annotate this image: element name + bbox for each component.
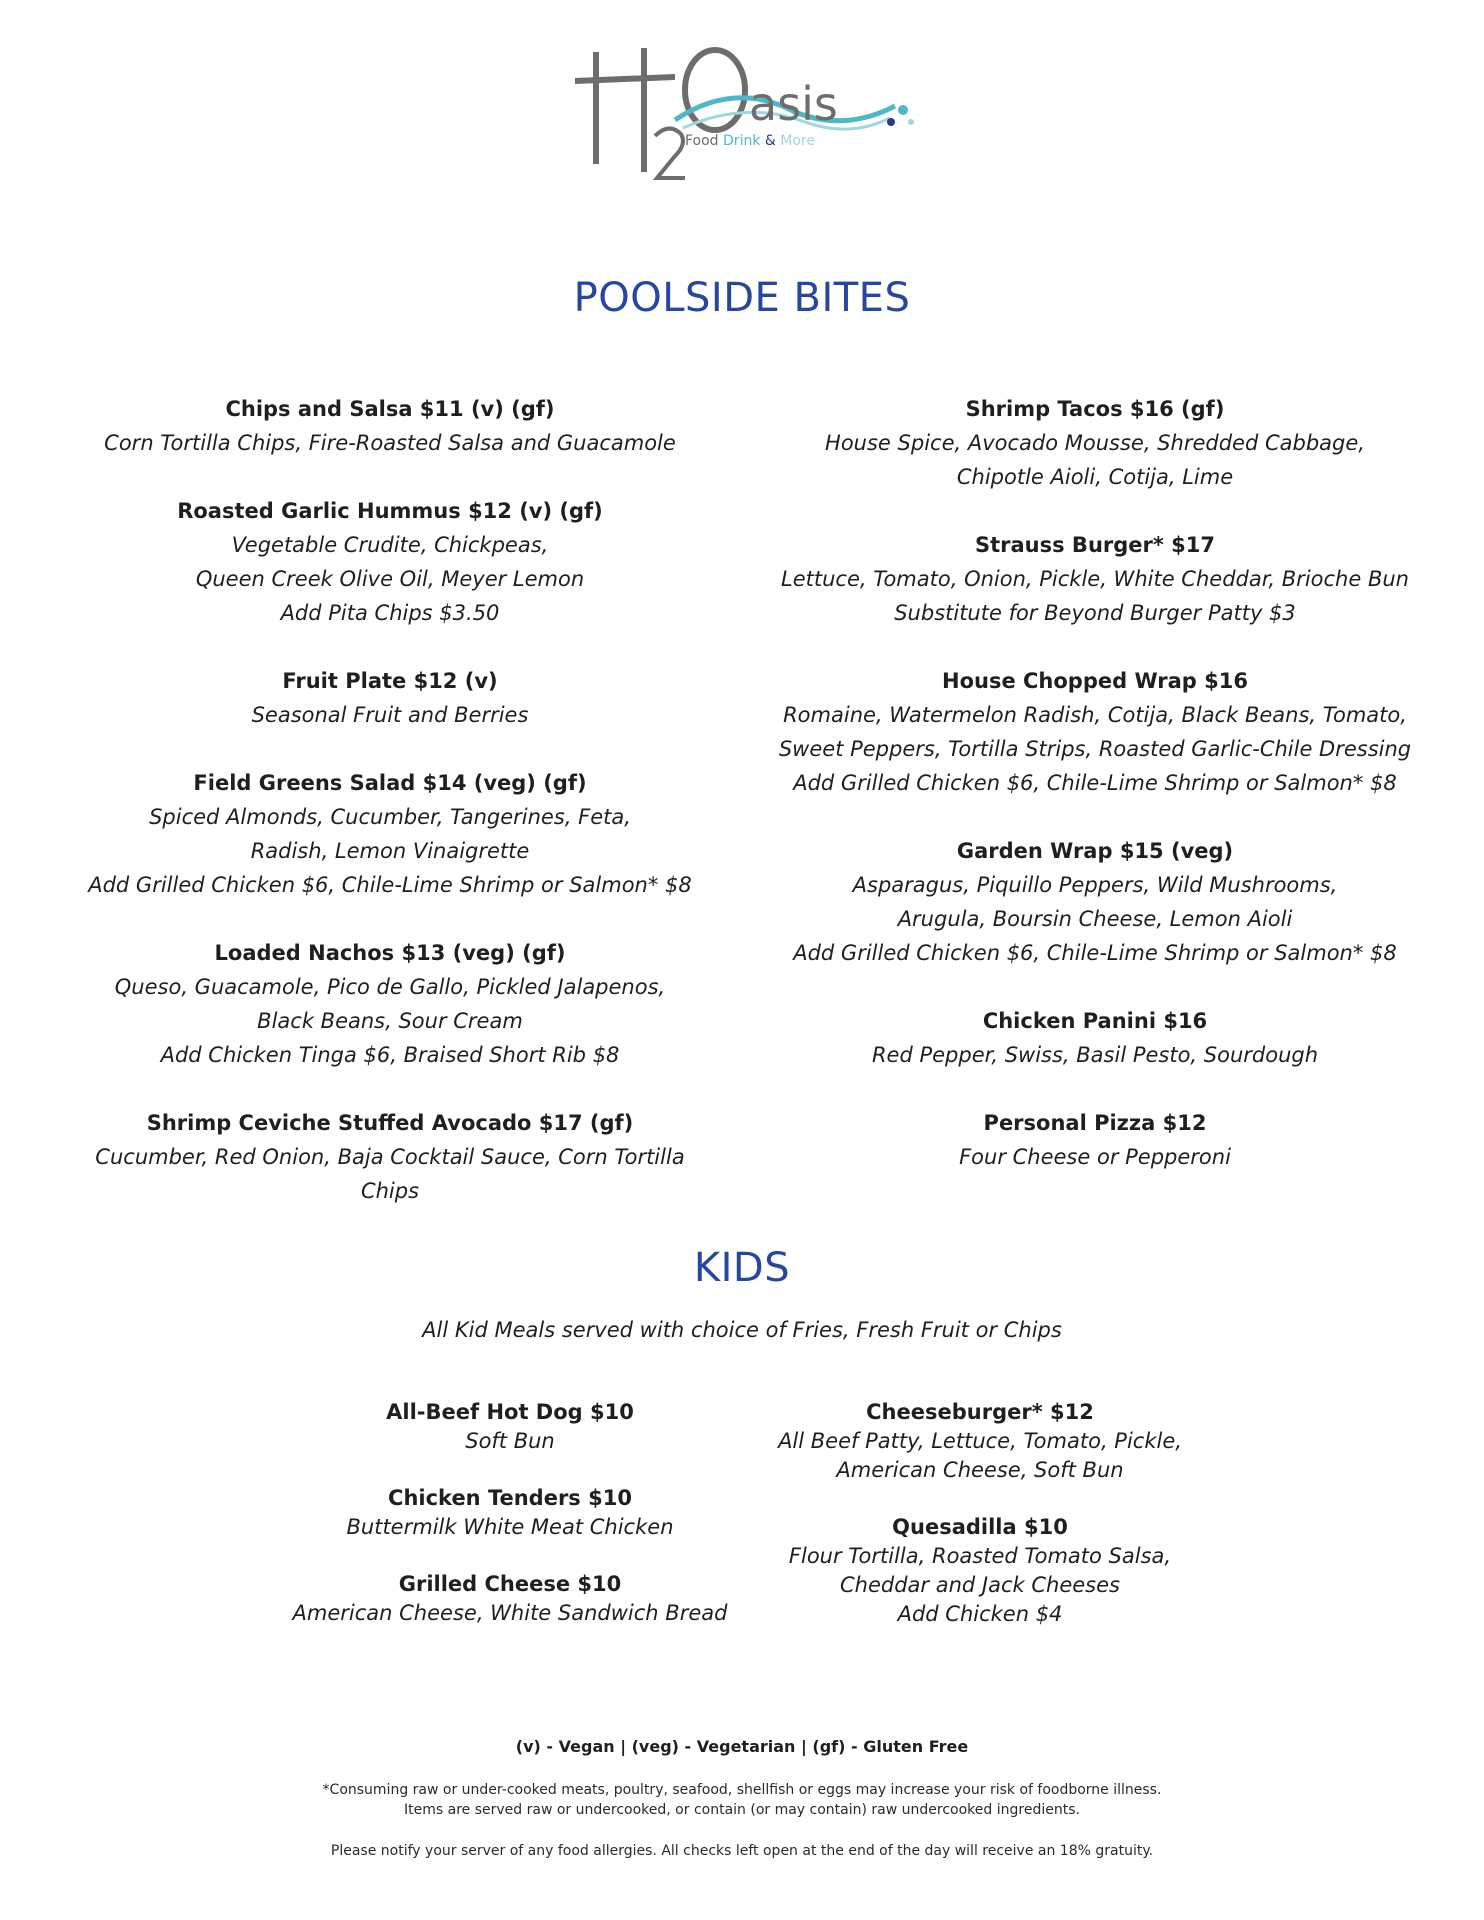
menu-item-description: Radish, Lemon Vinaigrette (250, 839, 530, 863)
menu-item-description: Add Grilled Chicken $6, Chile-Lime Shrimp or Salmon* $8 (793, 771, 1397, 795)
menu-item (775, 1106, 1415, 1174)
menu-item-description: Asparagus, Piquillo Peppers, Wild Mushrooms, (852, 873, 1338, 897)
menu-item-name: Fruit Plate $12 (v) (282, 669, 498, 693)
menu-item-name: Chicken Panini $16 (982, 1009, 1208, 1033)
menu-item-description: Add Chicken Tinga $6, Braised Short Rib $8 (160, 1043, 620, 1067)
menu-item (70, 1106, 710, 1208)
menu-item (270, 1570, 750, 1628)
menu-item-name: Grilled Cheese $10 (398, 1572, 622, 1596)
logo-tagline-food: Food (685, 133, 719, 149)
menu-item-name: Shrimp Ceviche Stuffed Avocado $17 (gf) (146, 1111, 634, 1135)
menu-item (775, 834, 1415, 970)
menu-item-description: American Cheese, Soft Bun (836, 1458, 1124, 1482)
menu-item-description: Queso, Guacamole, Pico de Gallo, Pickled Jalapenos, (114, 975, 666, 999)
menu-item-description: Lettuce, Tomato, Onion, Pickle, White Cheddar, Brioche Bun (781, 567, 1409, 591)
menu-item-name: Roasted Garlic Hummus $12 (v) (gf) (177, 499, 603, 523)
menu-item (270, 1398, 750, 1456)
menu-item (775, 392, 1415, 494)
menu-item-description: Queen Creek Olive Oil, Meyer Lemon (195, 567, 585, 591)
menu-item-description: Black Beans, Sour Cream (257, 1009, 523, 1033)
menu-item (775, 664, 1415, 800)
menu-item-name: Strauss Burger* $17 (974, 533, 1216, 557)
menu-item (70, 392, 710, 460)
menu-item-description: Chipotle Aioli, Cotija, Lime (956, 465, 1234, 489)
menu-item-name: Chips and Salsa $11 (v) (gf) (225, 397, 555, 421)
kids-left-column (270, 1398, 750, 1656)
menu-item-description: Add Pita Chips $3.50 (280, 601, 500, 625)
menu-item-name: Cheeseburger* $12 (866, 1400, 1094, 1424)
menu-item-description: American Cheese, White Sandwich Bread (292, 1601, 728, 1625)
menu-item-description: Cheddar and Jack Cheeses (840, 1573, 1120, 1597)
kids-intro: All Kid Meals served with choice of Fries, Fresh Fruit or Chips (422, 1318, 1062, 1342)
menu-item (70, 664, 710, 732)
logo-tagline-drink: Drink (723, 133, 761, 149)
menu-item-description: All Beef Patty, Lettuce, Tomato, Pickle, (778, 1429, 1182, 1453)
logo-wordmark: asis (749, 77, 838, 131)
menu-item (270, 1484, 750, 1542)
menu-item-name: All-Beef Hot Dog $10 (386, 1400, 634, 1424)
menu-item-description: Corn Tortilla Chips, Fire-Roasted Salsa and Guacamole (104, 431, 676, 455)
menu-item-description: Flour Tortilla, Roasted Tomato Salsa, (788, 1544, 1172, 1568)
menu-item-description: Vegetable Crudite, Chickpeas, (231, 533, 549, 557)
menu-item-name: Chicken Tenders $10 (388, 1486, 632, 1510)
poolside-right-column (775, 392, 1415, 1208)
menu-item-description: Four Cheese or Pepperoni (959, 1145, 1231, 1169)
menu-item-description: Add Grilled Chicken $6, Chile-Lime Shrimp or Salmon* $8 (793, 941, 1397, 965)
menu-item-description: Sweet Peppers, Tortilla Strips, Roasted Garlic-Chile Dressing (778, 737, 1412, 761)
allergy-notice: Please notify your server of any food allergies. All checks left open at the end of the day will receive an 18% gratuity. (330, 1843, 1154, 1859)
menu-item-name: Field Greens Salad $14 (veg) (gf) (193, 771, 587, 795)
menu-item-description: Red Pepper, Swiss, Basil Pesto, Sourdough (871, 1043, 1319, 1067)
menu-item-description: Romaine, Watermelon Radish, Cotija, Black Beans, Tomato, (783, 703, 1407, 727)
menu-item-name: Shrimp Tacos $16 (gf) (965, 397, 1225, 421)
menu-item-name: House Chopped Wrap $16 (942, 669, 1248, 693)
menu-item (775, 528, 1415, 630)
disclaimer-line-2: Items are served raw or undercooked, or contain (or may contain) raw undercooked ingredients. (404, 1802, 1080, 1818)
logo-tagline-more: More (780, 133, 815, 149)
menu-item-name: Personal Pizza $12 (983, 1111, 1207, 1135)
menu-item (740, 1398, 1220, 1485)
poolside-bites-title: POOLSIDE BITES (573, 275, 911, 321)
kids-right-column (740, 1398, 1220, 1657)
menu-item (740, 1513, 1220, 1629)
menu-item-name: Loaded Nachos $13 (veg) (gf) (214, 941, 566, 965)
diet-legend: (v) - Vegan | (veg) - Vegetarian | (gf) - Gluten Free (515, 1737, 969, 1756)
logo-tagline-amp: & (764, 133, 776, 149)
menu-item-description: Cucumber, Red Onion, Baja Cocktail Sauce, Corn Tortilla Chips (95, 1145, 685, 1203)
menu-item-description: Buttermilk White Meat Chicken (346, 1515, 674, 1539)
menu-item-description: Seasonal Fruit and Berries (251, 703, 529, 727)
poolside-left-column (70, 392, 710, 1242)
menu-item (70, 936, 710, 1072)
menu-item-description: House Spice, Avocado Mousse, Shredded Cabbage, (825, 431, 1365, 455)
menu-item-description: Spiced Almonds, Cucumber, Tangerines, Feta, (149, 805, 631, 829)
menu-item (70, 494, 710, 630)
menu-item-description: Substitute for Beyond Burger Patty $3 (894, 601, 1296, 625)
disclaimer-line-1: *Consuming raw or under-cooked meats, poultry, seafood, shellfish or eggs may increase your risk of foodborne illness. (322, 1782, 1162, 1798)
menu-item-description: Add Grilled Chicken $6, Chile-Lime Shrimp or Salmon* $8 (88, 873, 692, 897)
menu-item (70, 766, 710, 902)
svg-text:Food Drink & (685, 133, 815, 149)
h2oasis-logo (565, 40, 925, 180)
kids-title: KIDS (693, 1245, 791, 1291)
menu-item-name: Garden Wrap $15 (veg) (956, 839, 1234, 863)
menu-item-description: Soft Bun (465, 1429, 555, 1453)
menu-item (775, 1004, 1415, 1072)
menu-item-description: Add Chicken $4 (897, 1602, 1063, 1626)
menu-item-description: Arugula, Boursin Cheese, Lemon Aioli (897, 907, 1293, 931)
menu-item-name: Quesadilla $10 (892, 1515, 1068, 1539)
